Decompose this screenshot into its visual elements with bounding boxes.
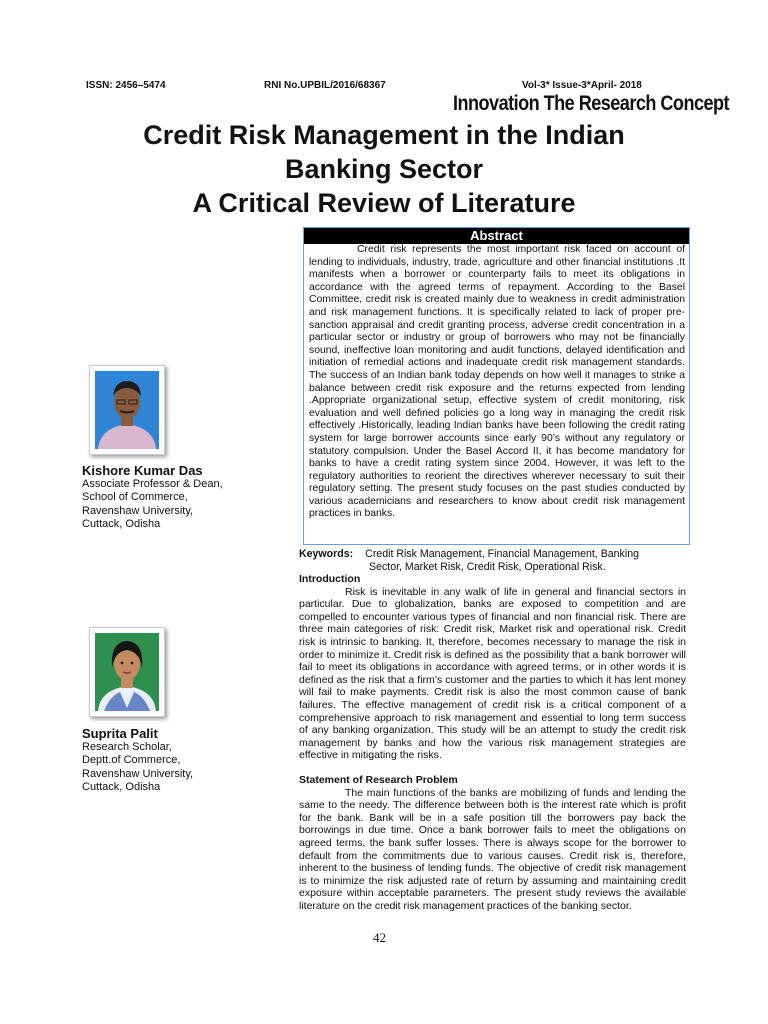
journal-name: Innovation The Research Concept xyxy=(453,92,730,115)
abstract-text: Credit risk represents the most important risk faced on account of lending to individuals, industry, trade, agriculture and other financial institutions .It manifests when a borrower or counterparty fails to meet its obligations in accordance with the agreed terms of repayment. According to the Basel Committee, credit risk is created mainly due to weakness in credit administration and risk management functions. It is specifically related to lack of proper pre-sanction appraisal and credit granting process, adverse credit concentration in a particular sector or industry or group of borrowers who may not be financially sound, ineffective loan monitoring and audit functions, delayed identification and initiation of remedial actions and inadequate credit risk management standards. The success of an Indian bank today depends on how well it manages to strike a balance between credit risk exposure and the returns expected from lending .Appropriate organizational setup, effective system of credit monitoring, risk evaluation and well defined policies go a long way in managing the credit risk effectively .Historically, leading Indian banks have been following the credit rating system for large borrower accounts since early 90’s without any regulatory or statutory compulsion. Under the Basel Accord II, it has become mandatory for banks to have a credit rating system since 2004. However, it was left to the regulatory authorities to reorient the directives wherever necessary to suit their regulatory setting. The present study focuses on the past studies conducted by various academicians and researchers to know about credit risk management practices in banks. xyxy=(309,244,685,520)
title-line-3: A Critical Review of Literature xyxy=(192,188,576,218)
author-1-affiliation-line: Associate Professor & Dean, xyxy=(82,477,223,490)
author-2-affiliation-line: Cuttack, Odisha xyxy=(82,781,161,793)
author-2-affiliation-line: Deptt.of Commerce, xyxy=(82,754,181,766)
introduction-text: Risk is inevitable in any walk of life in general and financial sectors in particular. Due to globalization, banks are exposed to competition and are compelled to encounter various types of financial and non financial risk. There are three main categories of risk: Credit risk, Market risk and operational risk. Credit risk is intrinsic to banking. It, therefore, becomes necessary to manage the risk in order to minimize it. Credit risk is defined as the possibility that a bank borrower will fail to meet its obligations in accordance with agreed terms, or in other words it is defined as the risk that a firm’s customer and the parties to which it has lent money will fail to make payments. Credit risk is also the most common cause of bank failures. The effective management of credit risk is a critical component of a comprehensive approach to risk management and essential to long term success of any banking organization. This study will be an attempt to study the credit risk management by banks and how the various risk management strategies are effective in mitigating the risks. xyxy=(299,585,686,762)
volume-issue-label: Vol-3* Issue-3*April- 2018 xyxy=(522,80,642,91)
abstract-heading: Abstract xyxy=(304,228,689,244)
issn-label: ISSN: 2456–5474 xyxy=(86,80,166,91)
author-1-affiliation-line: Cuttack, Odisha xyxy=(82,518,161,530)
author-1-name: Kishore Kumar Das xyxy=(82,463,203,478)
author-2-affiliation-line: Research Scholar, xyxy=(82,740,172,753)
abstract-box xyxy=(303,227,690,545)
author-2-name: Suprita Palit xyxy=(82,726,158,741)
author-1-details xyxy=(82,464,223,532)
keywords-line-1: Credit Risk Management, Financial Management, Banking xyxy=(365,548,639,560)
author-1-affiliation-line: School of Commerce, xyxy=(82,491,188,503)
rni-label: RNI No.UPBIL/2016/68367 xyxy=(264,80,386,91)
research-problem-heading: Statement of Research Problem xyxy=(299,774,458,786)
author-photo xyxy=(89,627,165,717)
author-2-affiliation-line: Ravenshaw University, xyxy=(82,767,194,780)
title-line-2: Banking Sector xyxy=(284,154,484,184)
keywords-block xyxy=(299,548,689,574)
introduction-section xyxy=(299,573,686,762)
introduction-heading: Introduction xyxy=(299,573,361,585)
research-problem-text: The main functions of the banks are mobilizing of funds and lending the same to the needy. The difference between both is the interest rate which is profit for the bank. Bank will be in a safe position till the borrowers pay back the borrowings in due time. Once a bank borrower fails to meet the obligations on agreed terms, the bank suffer losses. There is always scope for the borrower to default from the commitments due to various causes. Credit risk is, therefore, inherent to the business of lending funds. The objective of credit risk management is to minimize the risk adjusted rate of return by assuming and maintaining credit exposure within acceptable parameters. The present study reviews the available literature on the credit risk management practices of the banking sector. xyxy=(299,786,686,912)
author-2-details xyxy=(82,727,193,795)
title-line-1: Credit Risk Management in the Indian xyxy=(143,120,625,150)
research-problem-section xyxy=(299,774,686,913)
author-1-affiliation-line: Ravenshaw University, xyxy=(82,504,194,517)
keywords-line-2: Sector, Market Risk, Credit Risk, Operational Risk. xyxy=(369,561,606,573)
author-photo xyxy=(89,365,165,455)
paper-title xyxy=(60,118,708,220)
keywords-label: Keywords: xyxy=(299,548,354,560)
page-number: 42 xyxy=(373,930,386,945)
